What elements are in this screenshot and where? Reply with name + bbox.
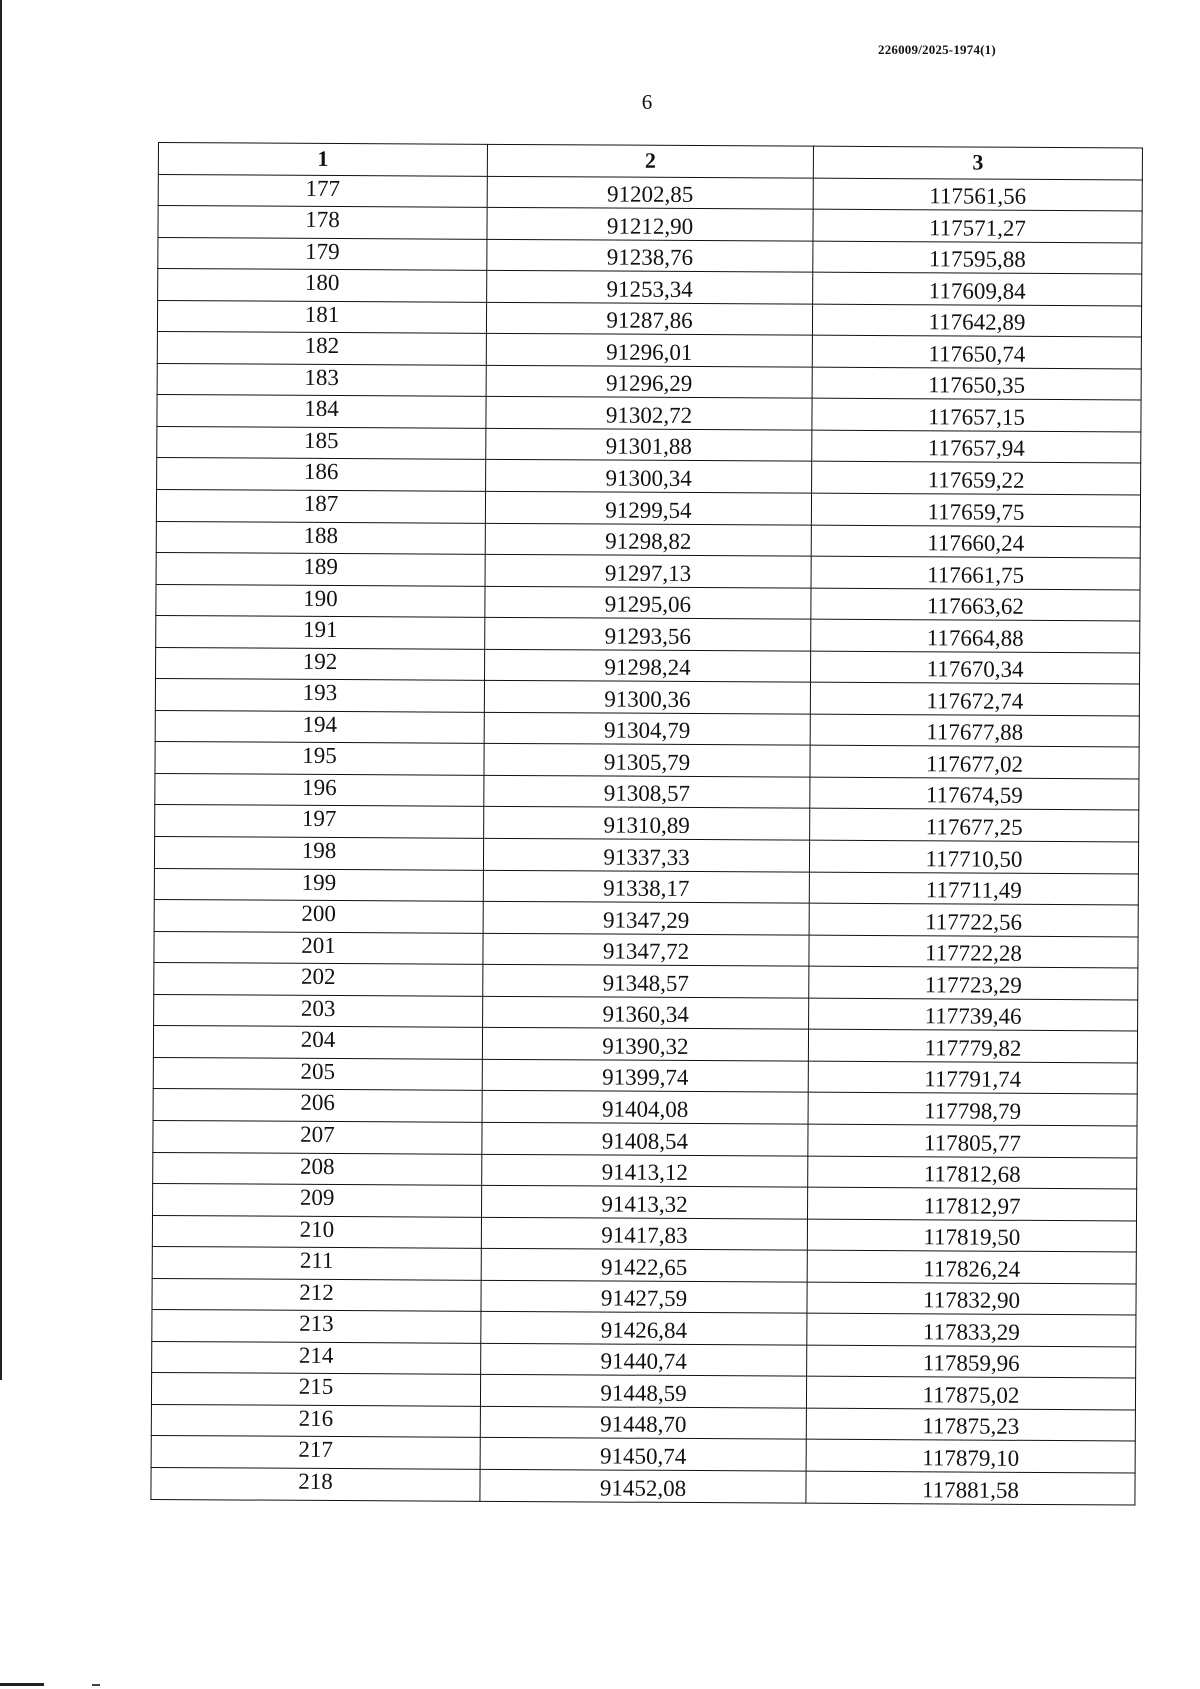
- x-coordinate-cell: 91413,12: [482, 1154, 808, 1187]
- x-coordinate-cell: 91301,88: [486, 428, 812, 461]
- point-number-cell: 199: [154, 868, 483, 901]
- y-coordinate-cell: 117875,23: [806, 1408, 1135, 1441]
- x-coordinate-cell: 91450,74: [480, 1438, 806, 1471]
- point-number-cell: 197: [155, 805, 484, 838]
- y-coordinate-cell: 117659,75: [811, 493, 1140, 526]
- x-coordinate-cell: 91305,79: [484, 744, 810, 777]
- point-number-cell: 195: [155, 742, 484, 775]
- x-coordinate-cell: 91347,72: [483, 933, 809, 966]
- x-coordinate-cell: 91426,84: [481, 1312, 807, 1345]
- y-coordinate-cell: 117722,56: [809, 903, 1138, 936]
- x-coordinate-cell: 91408,54: [482, 1122, 808, 1155]
- x-coordinate-cell: 91422,65: [481, 1248, 807, 1281]
- point-number-cell: 185: [157, 426, 486, 459]
- column-header-1: 1: [158, 143, 487, 176]
- x-coordinate-cell: 91298,82: [485, 523, 811, 556]
- x-coordinate-cell: 91302,72: [486, 397, 812, 430]
- y-coordinate-cell: 117664,88: [811, 619, 1140, 652]
- y-coordinate-cell: 117670,34: [810, 651, 1139, 684]
- y-coordinate-cell: 117859,96: [807, 1345, 1136, 1378]
- point-number-cell: 179: [158, 237, 487, 270]
- x-coordinate-cell: 91287,86: [486, 302, 812, 335]
- y-coordinate-cell: 117812,68: [808, 1156, 1137, 1189]
- y-coordinate-cell: 117722,28: [809, 935, 1138, 968]
- y-coordinate-cell: 117779,82: [808, 1029, 1137, 1062]
- x-coordinate-cell: 91448,59: [480, 1375, 806, 1408]
- point-number-cell: 218: [151, 1467, 480, 1500]
- x-coordinate-cell: 91238,76: [487, 239, 813, 272]
- y-coordinate-cell: 117881,58: [806, 1471, 1135, 1504]
- point-number-cell: 198: [154, 837, 483, 870]
- point-number-cell: 216: [151, 1404, 480, 1437]
- point-number-cell: 213: [152, 1310, 481, 1343]
- y-coordinate-cell: 117595,88: [813, 241, 1142, 274]
- y-coordinate-cell: 117657,15: [812, 399, 1141, 432]
- point-number-cell: 181: [157, 300, 486, 333]
- x-coordinate-cell: 91300,36: [484, 681, 810, 714]
- point-number-cell: 209: [153, 1184, 482, 1217]
- point-number-cell: 210: [152, 1215, 481, 1248]
- x-coordinate-cell: 91300,34: [486, 460, 812, 493]
- y-coordinate-cell: 117571,27: [813, 209, 1142, 242]
- point-number-cell: 215: [151, 1373, 480, 1406]
- x-coordinate-cell: 91404,08: [482, 1091, 808, 1124]
- point-number-cell: 188: [156, 521, 485, 554]
- x-coordinate-cell: 91296,01: [486, 334, 812, 367]
- y-coordinate-cell: 117819,50: [807, 1219, 1136, 1252]
- y-coordinate-cell: 117710,50: [809, 840, 1138, 873]
- y-coordinate-cell: 117711,49: [809, 872, 1138, 905]
- point-number-cell: 206: [153, 1089, 482, 1122]
- point-number-cell: 178: [158, 206, 487, 239]
- x-coordinate-cell: 91298,24: [484, 649, 810, 682]
- y-coordinate-cell: 117723,29: [809, 966, 1138, 999]
- x-coordinate-cell: 91399,74: [482, 1059, 808, 1092]
- x-coordinate-cell: 91337,33: [483, 838, 809, 871]
- y-coordinate-cell: 117609,84: [813, 272, 1142, 305]
- scan-dot: [92, 1684, 100, 1686]
- point-number-cell: 193: [155, 679, 484, 712]
- point-number-cell: 202: [154, 963, 483, 996]
- page-number: 6: [641, 90, 653, 114]
- point-number-cell: 187: [156, 490, 485, 523]
- point-number-cell: 208: [153, 1152, 482, 1185]
- y-coordinate-cell: 117561,56: [813, 178, 1142, 211]
- point-number-cell: 192: [156, 647, 485, 680]
- y-coordinate-cell: 117677,25: [810, 809, 1139, 842]
- y-coordinate-cell: 117659,22: [812, 462, 1141, 495]
- y-coordinate-cell: 117674,59: [810, 777, 1139, 810]
- x-coordinate-cell: 91299,54: [485, 491, 811, 524]
- document-number: 226009/2025-1974(1): [878, 42, 996, 57]
- x-coordinate-cell: 91452,08: [480, 1469, 806, 1502]
- x-coordinate-cell: 91297,13: [485, 554, 811, 587]
- y-coordinate-cell: 117832,90: [807, 1282, 1136, 1315]
- x-coordinate-cell: 91338,17: [483, 870, 809, 903]
- x-coordinate-cell: 91417,83: [481, 1217, 807, 1250]
- x-coordinate-cell: 91310,89: [484, 807, 810, 840]
- y-coordinate-cell: 117672,74: [810, 682, 1139, 715]
- y-coordinate-cell: 117663,62: [811, 588, 1140, 621]
- scan-mark: [0, 1683, 44, 1686]
- x-coordinate-cell: 91390,32: [482, 1028, 808, 1061]
- y-coordinate-cell: 117833,29: [807, 1313, 1136, 1346]
- y-coordinate-cell: 117798,79: [808, 1093, 1137, 1126]
- y-coordinate-cell: 117650,35: [812, 367, 1141, 400]
- point-number-cell: 186: [157, 458, 486, 491]
- y-coordinate-cell: 117642,89: [812, 304, 1141, 337]
- y-coordinate-cell: 117661,75: [811, 556, 1140, 589]
- x-coordinate-cell: 91295,06: [485, 586, 811, 619]
- point-number-cell: 190: [156, 584, 485, 617]
- y-coordinate-cell: 117657,94: [812, 430, 1141, 463]
- x-coordinate-cell: 91413,32: [482, 1185, 808, 1218]
- x-coordinate-cell: 91304,79: [484, 712, 810, 745]
- y-coordinate-cell: 117677,02: [810, 746, 1139, 779]
- point-number-cell: 205: [153, 1057, 482, 1090]
- column-header-2: 2: [487, 144, 813, 177]
- y-coordinate-cell: 117875,02: [806, 1376, 1135, 1409]
- table-row: [151, 1467, 1135, 1504]
- point-number-cell: 191: [156, 616, 485, 649]
- point-number-cell: 217: [151, 1436, 480, 1469]
- x-coordinate-cell: 91308,57: [484, 775, 810, 808]
- column-header-3: 3: [813, 146, 1142, 179]
- point-number-cell: 207: [153, 1120, 482, 1153]
- point-number-cell: 214: [152, 1341, 481, 1374]
- x-coordinate-cell: 91448,70: [480, 1406, 806, 1439]
- x-coordinate-cell: 91348,57: [483, 965, 809, 998]
- point-number-cell: 211: [152, 1247, 481, 1280]
- y-coordinate-cell: 117879,10: [806, 1440, 1135, 1473]
- y-coordinate-cell: 117677,88: [810, 714, 1139, 747]
- point-number-cell: 203: [154, 994, 483, 1027]
- y-coordinate-cell: 117791,74: [808, 1061, 1137, 1094]
- x-coordinate-cell: 91440,74: [481, 1343, 807, 1376]
- point-number-cell: 189: [156, 553, 485, 586]
- point-number-cell: 177: [158, 174, 487, 207]
- x-coordinate-cell: 91360,34: [483, 996, 809, 1029]
- x-coordinate-cell: 91427,59: [481, 1280, 807, 1313]
- point-number-cell: 194: [155, 710, 484, 743]
- x-coordinate-cell: 91202,85: [487, 176, 813, 209]
- y-coordinate-cell: 117805,77: [808, 1124, 1137, 1157]
- point-number-cell: 204: [153, 1026, 482, 1059]
- x-coordinate-cell: 91293,56: [485, 618, 811, 651]
- coordinates-table: [150, 142, 1143, 1505]
- point-number-cell: 200: [154, 900, 483, 933]
- point-number-cell: 180: [158, 269, 487, 302]
- y-coordinate-cell: 117650,74: [812, 335, 1141, 368]
- y-coordinate-cell: 117660,24: [811, 525, 1140, 558]
- x-coordinate-cell: 91253,34: [487, 271, 813, 304]
- point-number-cell: 184: [157, 395, 486, 428]
- table-body: [151, 174, 1142, 1504]
- point-number-cell: 182: [157, 332, 486, 365]
- scan-edge: [0, 0, 2, 1380]
- point-number-cell: 183: [157, 363, 486, 396]
- point-number-cell: 201: [154, 931, 483, 964]
- x-coordinate-cell: 91212,90: [487, 207, 813, 240]
- y-coordinate-cell: 117812,97: [807, 1187, 1136, 1220]
- y-coordinate-cell: 117739,46: [809, 998, 1138, 1031]
- point-number-cell: 196: [155, 773, 484, 806]
- y-coordinate-cell: 117826,24: [807, 1250, 1136, 1283]
- point-number-cell: 212: [152, 1278, 481, 1311]
- x-coordinate-cell: 91347,29: [483, 901, 809, 934]
- x-coordinate-cell: 91296,29: [486, 365, 812, 398]
